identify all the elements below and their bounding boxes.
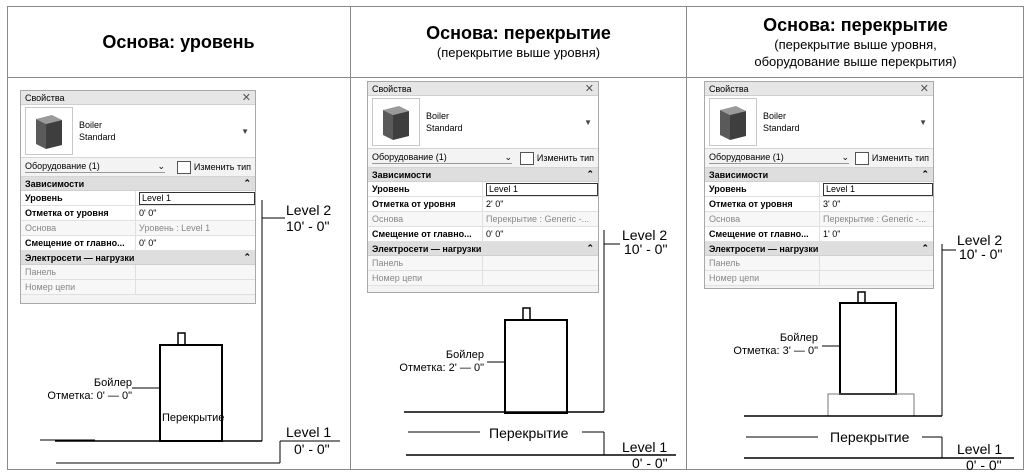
chevron-down-icon: ⌄ [157, 161, 165, 171]
group-label: Зависимости [372, 169, 432, 180]
collapse-icon[interactable]: ⌃ [921, 243, 929, 253]
property-value-input[interactable]: Level 1 [483, 182, 598, 196]
boiler-shape [160, 345, 225, 441]
property-value[interactable]: 1' 0" [823, 229, 841, 239]
boiler-label: Бойлер Отметка: 3' — 0" [733, 332, 818, 357]
instance-filter-label: Оборудование (1) [372, 152, 447, 162]
boiler-shape [840, 303, 896, 394]
boiler-outlet [858, 292, 865, 303]
property-key: Отметка от уровня [705, 197, 820, 211]
level1-name: Level 1 [286, 424, 332, 440]
close-icon[interactable]: ✕ [919, 83, 929, 95]
level2-name: Level 2 [286, 202, 332, 218]
chevron-down-icon[interactable]: ▼ [241, 127, 249, 136]
close-icon[interactable]: ✕ [584, 83, 594, 95]
property-key: Отметка от уровня [368, 197, 483, 211]
property-key: Основа [705, 212, 820, 226]
properties-title: Свойства [372, 83, 412, 94]
slab-block [828, 394, 914, 416]
chevron-down-icon[interactable]: ▼ [584, 118, 592, 127]
level2-elevation: 10' - 0" [624, 241, 668, 257]
property-value: Перекрытие : Generic -... [486, 214, 590, 224]
property-value-input[interactable]: Level 1 [136, 191, 255, 205]
collapse-icon[interactable]: ⌃ [921, 169, 929, 179]
chevron-down-icon: ⌄ [841, 152, 849, 162]
slab-label: Перекрытие [830, 429, 910, 445]
level2-elevation: 10' - 0" [286, 218, 330, 234]
boiler-label: Бойлер Отметка: 2' — 0" [399, 349, 484, 374]
chevron-down-icon: ⌄ [504, 152, 512, 162]
type-name: Standard [763, 123, 800, 133]
property-key: Уровень [368, 182, 483, 196]
property-key: Панель [705, 256, 820, 270]
edit-type-label: Изменить тип [871, 153, 929, 163]
group-label: Зависимости [25, 178, 85, 189]
property-value: Перекрытие : Generic -... [823, 214, 927, 224]
level1-name: Level 1 [957, 441, 1003, 457]
property-value[interactable]: 0' 0" [139, 238, 157, 248]
property-key: Номер цепи [21, 280, 136, 294]
property-value[interactable]: 0' 0" [486, 229, 504, 239]
group-label: Электросети — нагрузки [25, 252, 135, 263]
type-name: Standard [426, 123, 463, 133]
instance-filter-label: Оборудование (1) [709, 152, 784, 162]
properties-title: Свойства [709, 83, 749, 94]
edit-type-label: Изменить тип [536, 153, 594, 163]
boiler-outlet [178, 333, 185, 345]
column-subtitle: (перекрытие выше уровня) [436, 45, 601, 60]
property-key: Отметка от уровня [21, 206, 136, 220]
type-name: Standard [79, 132, 116, 142]
level2-elevation: 10' - 0" [959, 246, 1003, 262]
column-title: Основа: уровень [102, 31, 255, 52]
property-key: Смещение от главно... [368, 227, 483, 241]
property-key: Номер цепи [705, 271, 820, 285]
level2-name: Level 2 [957, 232, 1003, 248]
group-label: Электросети — нагрузки [372, 243, 482, 254]
column-subtitle: (перекрытие выше уровня, [774, 36, 937, 52]
collapse-icon[interactable]: ⌃ [243, 252, 251, 262]
column-title: Основа: перекрытие [763, 14, 948, 35]
property-key: Панель [368, 256, 483, 270]
property-key: Уровень [705, 182, 820, 196]
collapse-icon[interactable]: ⌃ [243, 178, 251, 188]
type-family: Boiler [426, 111, 450, 121]
property-key: Основа [21, 221, 136, 235]
properties-title: Свойства [25, 92, 65, 103]
close-icon[interactable]: ✕ [241, 92, 251, 104]
slab-label: Перекрытие [162, 412, 225, 424]
property-key: Панель [21, 265, 136, 279]
instance-filter-label: Оборудование (1) [25, 161, 100, 171]
boiler-outlet [523, 308, 530, 320]
level1-elevation: 0' - 0" [294, 441, 330, 457]
collapse-icon[interactable]: ⌃ [586, 243, 594, 253]
group-label: Зависимости [709, 169, 769, 180]
level1-elevation: 0' - 0" [632, 455, 668, 471]
property-key: Смещение от главно... [21, 236, 136, 250]
chevron-down-icon[interactable]: ▼ [919, 118, 927, 127]
group-label: Электросети — нагрузки [709, 243, 819, 254]
property-key: Номер цепи [368, 271, 483, 285]
boiler-label: Бойлер Отметка: 0' — 0" [47, 377, 132, 402]
property-value[interactable]: 0' 0" [139, 208, 157, 218]
property-value: Уровень : Level 1 [139, 223, 211, 233]
boiler-shape [505, 320, 567, 413]
slab-label: Перекрытие [489, 425, 569, 441]
column-title: Основа: перекрытие [426, 23, 611, 43]
type-family: Boiler [79, 120, 103, 130]
level1-name: Level 1 [622, 439, 668, 455]
edit-type-label: Изменить тип [193, 162, 251, 172]
collapse-icon[interactable]: ⌃ [586, 169, 594, 179]
property-value-input[interactable]: Level 1 [820, 182, 933, 196]
property-key: Смещение от главно... [705, 227, 820, 241]
property-key: Основа [368, 212, 483, 226]
property-value[interactable]: 3' 0" [823, 199, 841, 209]
property-value[interactable]: 2' 0" [486, 199, 504, 209]
property-key: Уровень [21, 191, 136, 205]
type-family: Boiler [763, 111, 787, 121]
column-subtitle: оборудование выше перекрытия) [754, 53, 957, 69]
level2-name: Level 2 [622, 227, 668, 243]
level1-elevation: 0' - 0" [966, 457, 1002, 473]
